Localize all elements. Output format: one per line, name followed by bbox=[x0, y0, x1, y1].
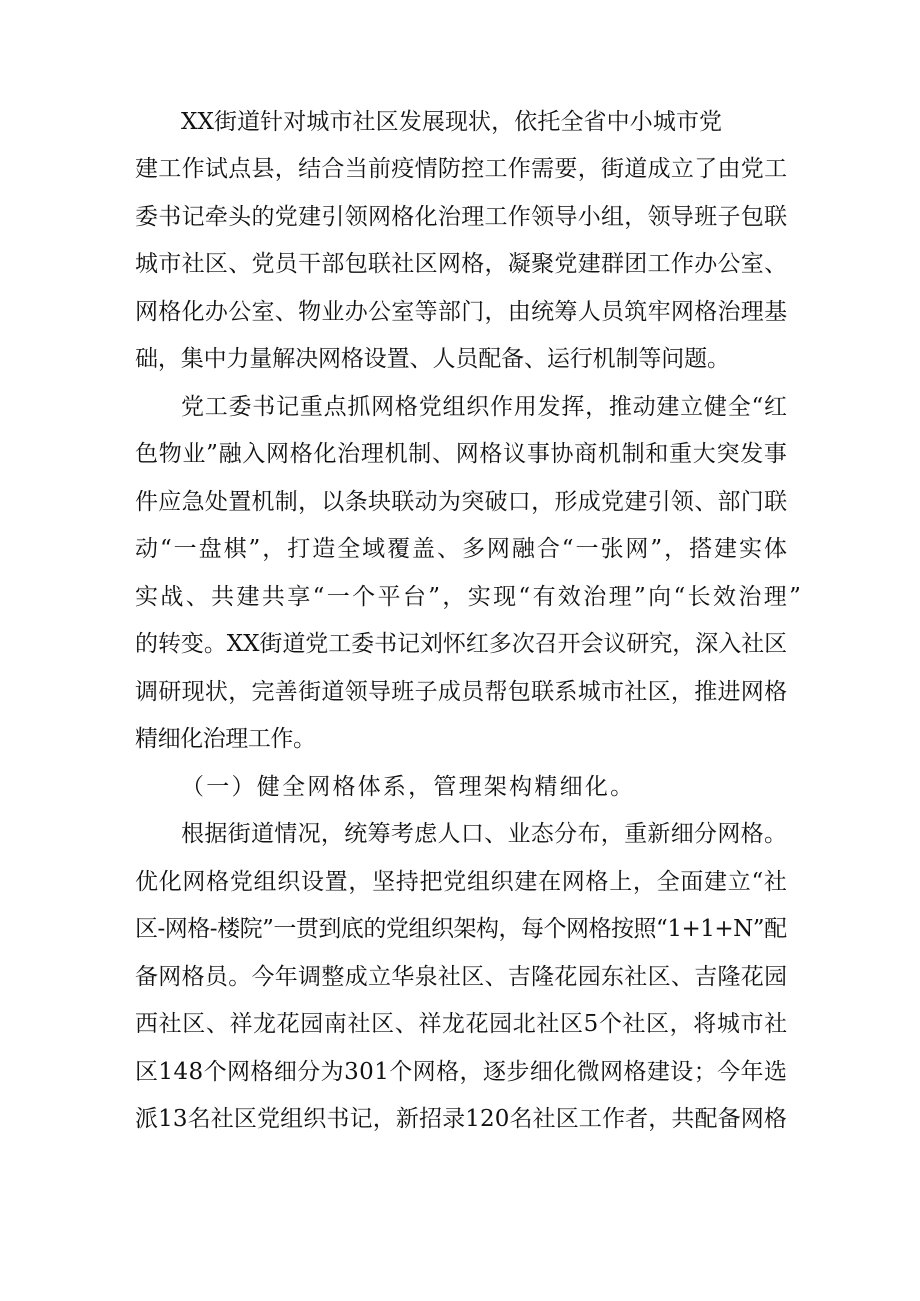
paragraph-2-line-2: 色物业”融入网格化治理机制、网格议事协商机制和重大突发事 bbox=[135, 441, 788, 467]
paragraph-3-line-1: 根据街道情况，统筹考虑人口、业态分布，重新细分网格。 bbox=[181, 821, 788, 847]
paragraph-3-line-7: 派13名社区党组织书记，新招录120名社区工作者，共配备网格 bbox=[135, 1106, 788, 1132]
paragraph-1-line-5: 网格化办公室、物业办公室等部门，由统筹人员筑牢网格治理基 bbox=[135, 299, 788, 325]
paragraph-2-line-4: 动“一盘棋”，打造全域覆盖、多网融合“一张网”，搭建实体 bbox=[135, 536, 789, 562]
paragraph-3-line-3: 区-网格-楼院”一贯到底的党组织架构，每个网格按照“1+1+N”配 bbox=[135, 916, 787, 942]
paragraph-2-line-7: 调研现状，完善街道领导班子成员帮包联系城市社区，推进网格 bbox=[135, 679, 788, 705]
paragraph-3-line-6: 区148个网格细分为301个网格，逐步细化微网格建设；今年选 bbox=[135, 1059, 788, 1085]
paragraph-3-line-5: 西社区、祥龙花园南社区、祥龙花园北社区5个社区，将城市社 bbox=[135, 1011, 788, 1037]
paragraph-1-line-3: 委书记牵头的党建引领网格化治理工作领导小组，领导班子包联 bbox=[135, 204, 788, 230]
paragraph-1-line-1: XX街道针对城市社区发展现状，依托全省中小城市党 bbox=[181, 109, 723, 135]
paragraph-1-line-4: 城市社区、党员干部包联社区网格，凝聚党建群团工作办公室、 bbox=[135, 251, 788, 277]
paragraph-3-line-4: 备网格员。今年调整成立华泉社区、吉隆花园东社区、吉隆花园 bbox=[135, 964, 788, 990]
paragraph-2-line-6: 的转变。XX街道党工委书记刘怀红多次召开会议研究，深入社区 bbox=[135, 631, 788, 657]
paragraph-1-line-2: 建工作试点县，结合当前疫情防控工作需要，街道成立了由党工 bbox=[135, 156, 788, 182]
section-heading-1: （一）健全网格体系，管理架构精细化。 bbox=[181, 774, 636, 800]
paragraph-2-line-5: 实战、共建共享“一个平台”，实现“有效治理”向“长效治理” bbox=[135, 584, 804, 610]
paragraph-2-line-3: 件应急处置机制，以条块联动为突破口，形成党建引领、部门联 bbox=[135, 489, 788, 515]
paragraph-2-line-8: 精细化治理工作。 bbox=[135, 726, 316, 752]
paragraph-2-line-1: 党工委书记重点抓网格党组织作用发挥，推动建立健全“红 bbox=[181, 394, 788, 420]
paragraph-1-line-6: 础，集中力量解决网格设置、人员配备、运行机制等问题。 bbox=[135, 346, 730, 372]
paragraph-3-line-2: 优化网格党组织设置，坚持把党组织建在网格上，全面建立“社 bbox=[135, 869, 788, 895]
